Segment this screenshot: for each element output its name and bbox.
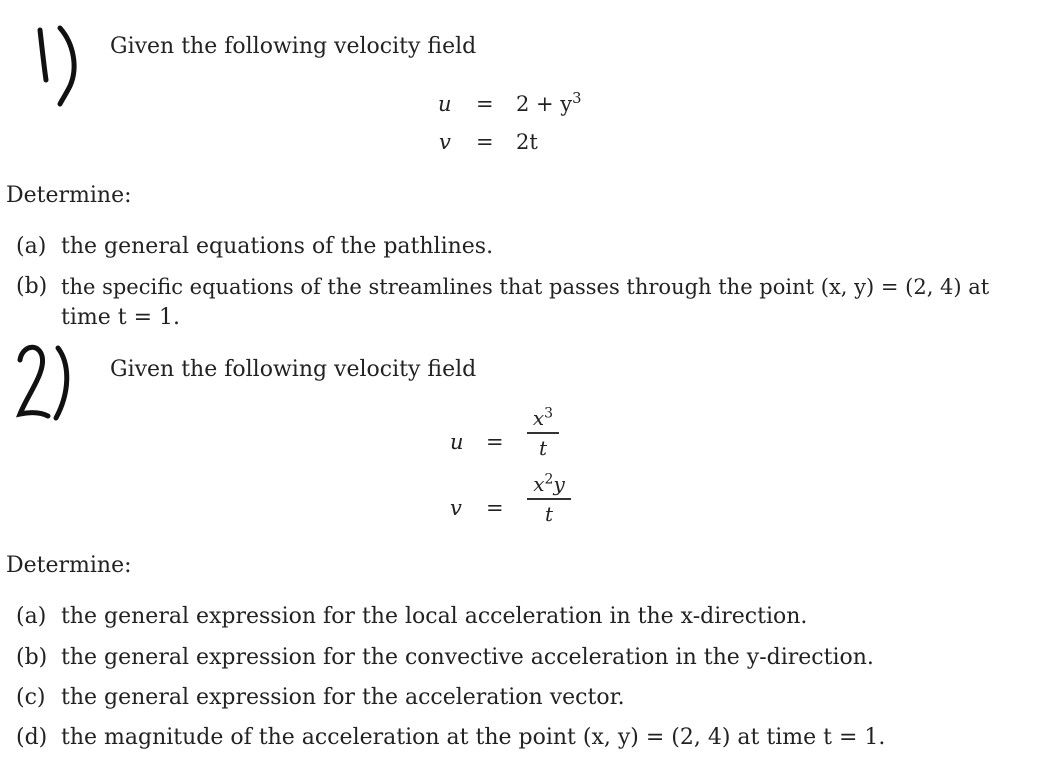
problem-2-part-c-text: the general expression for the acceleration vector. — [61, 685, 625, 710]
problem-1-part-b-text-cont: time t = 1. — [61, 305, 181, 330]
problem-1-part-b-label: (b) — [16, 274, 48, 299]
fraction-v: $x^2y$ t — [527, 473, 571, 525]
problem-2-determine: Determine: — [6, 553, 132, 578]
fraction-u: $x^3$ t — [527, 407, 559, 459]
problem-2-part-d-text: the magnitude of the acceleration at the point (x, y) = (2, 4) at time t = 1. — [61, 725, 886, 750]
equation-v: v — [439, 130, 451, 154]
problem-2-handwritten-number — [12, 334, 82, 434]
problem-2-part-a-text: the general expression for the local acceleration in the x-direction. — [61, 604, 808, 629]
problem-1-part-a-label: (a) — [16, 234, 47, 259]
equation-u: u — [438, 92, 452, 116]
problem-2-part-a-label: (a) — [16, 604, 47, 629]
equation-v: v — [450, 496, 462, 520]
problem-1-handwritten-number — [26, 18, 86, 108]
problem-2-part-b-text: the general expression for the convective acceleration in the y-direction. — [61, 645, 874, 670]
problem-1-part-a-text: the general equations of the pathlines. — [61, 234, 494, 259]
problem-2-intro: Given the following velocity field — [110, 357, 477, 382]
problem-2-part-d-label: (d) — [16, 725, 48, 750]
equation-v-rhs: 2t — [516, 130, 538, 154]
problem-1-part-b-text: the specific equations of the streamlines that passes through the point (x, y) = (2, 4) at — [61, 275, 990, 299]
problem-2-part-b-label: (b) — [16, 645, 48, 670]
problem-1-intro: Given the following velocity field — [110, 34, 477, 59]
equation-u-rhs: $2 + y^3$ — [516, 89, 582, 116]
problem-2-part-c-label: (c) — [16, 685, 46, 710]
problem-1-determine: Determine: — [6, 183, 132, 208]
equation-u: u — [450, 430, 464, 454]
